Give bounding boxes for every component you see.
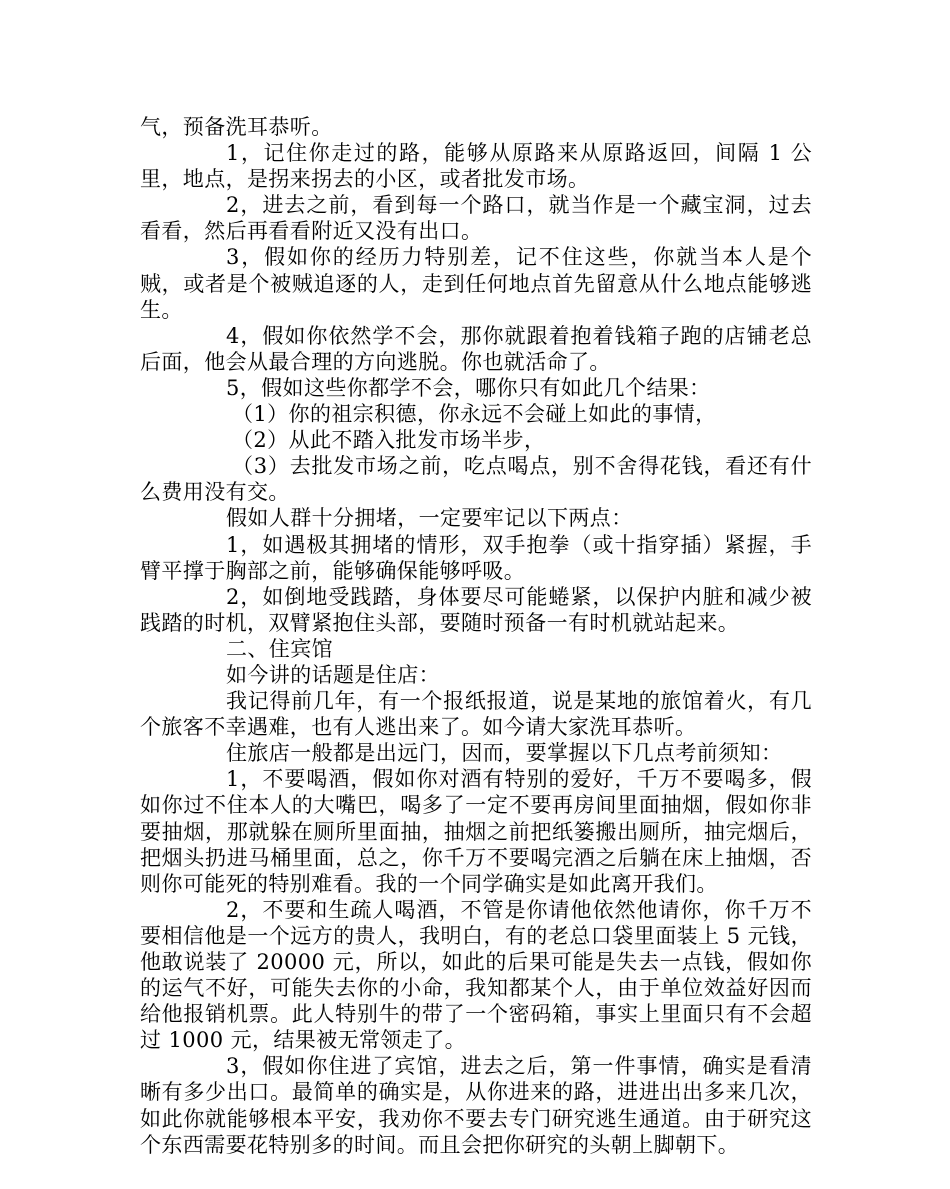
paragraph: （3）去批发市场之前，吃点喝点，别不舍得花钱，看还有什么费用没有交。 bbox=[140, 454, 812, 505]
paragraph: 如今讲的话题是住店： bbox=[226, 662, 440, 687]
paragraph: 2，如倒地受践踏，身体要尽可能蜷紧，以保护内脏和减少被践踏的时机，双臂紧抱住头部，要随时预备一有时机就站起来。 bbox=[140, 584, 812, 635]
paragraph: 气，预备洗耳恭听。 bbox=[140, 115, 333, 139]
paragraph: 4，假如你依然学不会，那你就跟着抱着钱箱子跑的店铺老总后面，他会从最合理的方向逃脱。你也就活命了。 bbox=[140, 323, 812, 374]
paragraph: 2，不要和生疏人喝酒，不管是你请他依然他请你，你千万不要相信他是一个远方的贵人，我明白，有的老总口袋里面装上 5 元钱，他敢说装了 20000 元，所以，如此的后果可能是失去一点钱，假如你的运气不好，可能失去你的小命，我知都某个人，由于单位效益好因而给他报销机票。此人特别牛的带了一个密码箱，事实上里面只有不会超过 1000 元，结果被无常领走了。 bbox=[140, 897, 812, 1053]
document-body bbox=[140, 114, 812, 1158]
section-heading: 二、住宾馆 bbox=[226, 636, 333, 661]
paragraph: （1）你的祖宗积德，你永远不会碰上如此的事情， bbox=[232, 402, 717, 427]
paragraph: 5，假如这些你都学不会，哪你只有如此几个结果： bbox=[226, 375, 711, 400]
paragraph: （2）从此不踏入批发市场半步， bbox=[232, 428, 546, 453]
paragraph: 我记得前几年，有一个报纸报道，说是某地的旅馆着火，有几个旅客不幸遇难，也有人逃出来了。如今请大家洗耳恭听。 bbox=[140, 689, 812, 740]
paragraph: 3，假如你的经历力特别差，记不住这些，你就当本人是个贼，或者是个被贼追逐的人，走到任何地点首先留意从什么地点能够逃生。 bbox=[140, 245, 812, 322]
paragraph: 1，记住你走过的路，能够从原路来从原路返回，间隔 1 公里，地点，是拐来拐去的小区，或者批发市场。 bbox=[140, 141, 812, 192]
paragraph: 3，假如你住进了宾馆，进去之后，第一件事情，确实是看清晰有多少出口。最简单的确实是，从你进来的路，进进出出多来几次，如此你就能够根本平安，我劝你不要去专门研究逃生通道。由于研究这个东西需要花特别多的时间。而且会把你研究的头朝上脚朝下。 bbox=[140, 1054, 812, 1157]
paragraph: 假如人群十分拥堵，一定要牢记以下两点： bbox=[226, 506, 633, 531]
paragraph: 1，不要喝酒，假如你对酒有特别的爱好，千万不要喝多，假如你过不住本人的大嘴巴，喝多了一定不要再房间里面抽烟，假如你非要抽烟，那就躲在厕所里面抽，抽烟之前把纸篓搬出厕所，抽完烟后，把烟头扔进马桶里面，总之，你千万不要喝完酒之后躺在床上抽烟，否则你可能死的特别难看。我的一个同学确实是如此离开我们。 bbox=[140, 767, 812, 896]
paragraph: 2，进去之前，看到每一个路口，就当作是一个藏宝洞，过去看看，然后再看看附近又没有出口。 bbox=[140, 193, 812, 244]
paragraph: 1，如遇极其拥堵的情形，双手抱拳（或十指穿插）紧握，手臂平撑于胸部之前，能够确保能够呼吸。 bbox=[140, 532, 812, 583]
paragraph: 住旅店一般都是出远门，因而，要掌握以下几点考前须知： bbox=[226, 741, 783, 766]
